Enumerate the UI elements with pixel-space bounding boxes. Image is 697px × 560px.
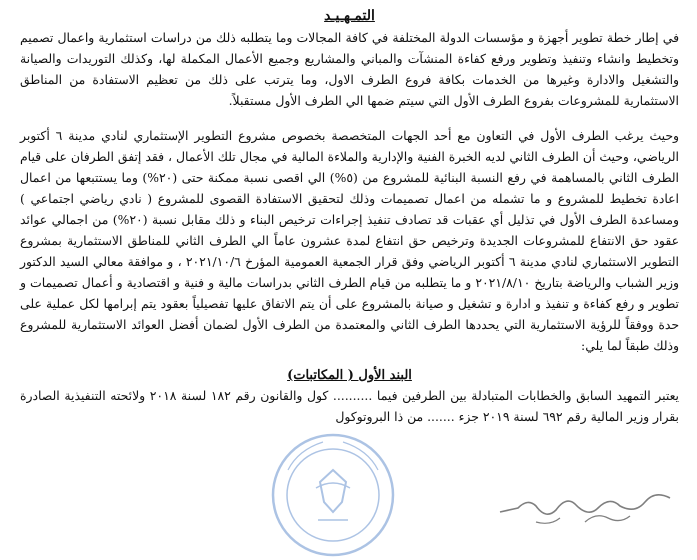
- clause-one-paragraph: يعتبر التمهيد السابق والخطابات المتبادلة بين الطرفين فيما .......... كول والقانون رقم ١٨٢ لسنة ٢٠١٨ ولائحته التنفيذية الصادرة بقرار وزير المالية رقم ٦٩٢ لسنة ٢٠١٩ جزء ....... من ذا البروتوكول: [20, 388, 680, 424]
- agreement-paragraph: وحيث يرغب الطرف الأول في التعاون مع أحد الجهات المتخصصة بخصوص مشروع التطوير الإستثماري لنادي مدينة ٦ أكتوبر الرياضي، وحيث أن الطرف الثاني لديه الخبرة الفنية والإدارية والملاءة المالية في مجال تلك الأعمال ، فقد إتفق الطرفان على قيام الطرف الثاني بالمساهمة في رفع النسبة البنائية للمشروع من (٥%) الي اقصى نسبة ممكنة حتى (٢٠%) وما يستتبعها من اعمال اعادة تخطيط للمشروع و ما تشمله من اعمال تصميمات وذلك لتحقيق الاستفادة القصوى للمشروع ( نادي رياضي اجتماعي ) ومساعدة الطرف الأول في تذليل أي عقبات قد تصادف تنفيذ إجراءات ترخيص البناء و ذلك مقابل نسبة (٢٠%) من اجمالي عوائد عقود حق الانتفاع للمشروعات الجديدة وترخيص حق انتفاع لمدة عشرون عاماً الي الطرف الثاني للمناطق الاستثمارية بمشروع التطوير الاستثماري لنادي مدينة ٦ أكتوبر الرياضي وفق قرار الجمعية العمومية المؤرخ ٢٠٢١/١٠/٦ ، و موافقة معالي السيد الدكتور وزير الشباب والرياضة بتاريخ ٢٠٢١/٨/١٠ و ما يتطلبه من قيام الطرف الثاني بدراسات مالية و فنية و اقتصادية و أعمال تصميمات و تطوير و رفع كفاءة و تنفيذ و ادارة و تشغيل و صيانة بالمشروع على أن يتم الاتفاق عليها تفصيلياً بعقود يتم إبرامها لكل عملية على حدة ووفقاً للرؤية الاستثمارية التي يحددها الطرف الثاني والمعتمدة من الطرف الأول لضمان أفضل العوائد الاستثمارية للمشروع وذلك طبقاً لما يلي:: [20, 128, 679, 353]
- intro-paragraph: في إطار خطة تطوير أجهزة و مؤسسات الدولة المختلفة في كافة المجالات وما يتطلبه ذلك من دراسات استثمارية واعمال تصميم وتخطيط وانشاء وتنفيذ وتطوير ورفع كفاءة المنشآت والمباني والمشاريع وجميع الأعمال المكملة لها، وكذلك التوريدات والصيانة والتشغيل والادارة وغيرها من الخدمات بكافة فروع الطرف الاول، وما يترتب على ذلك من تعظيم الاستفادة من المناطق الاستثمارية للمشروعات بفروع الطرف الأول التي سيتم ضمها الي الطرف الأول مستقبلاً.: [20, 30, 679, 108]
- document-heading: التمـهـيـد: [324, 8, 375, 24]
- clause-one-title: البند الأول ( المكاتبات): [287, 368, 412, 383]
